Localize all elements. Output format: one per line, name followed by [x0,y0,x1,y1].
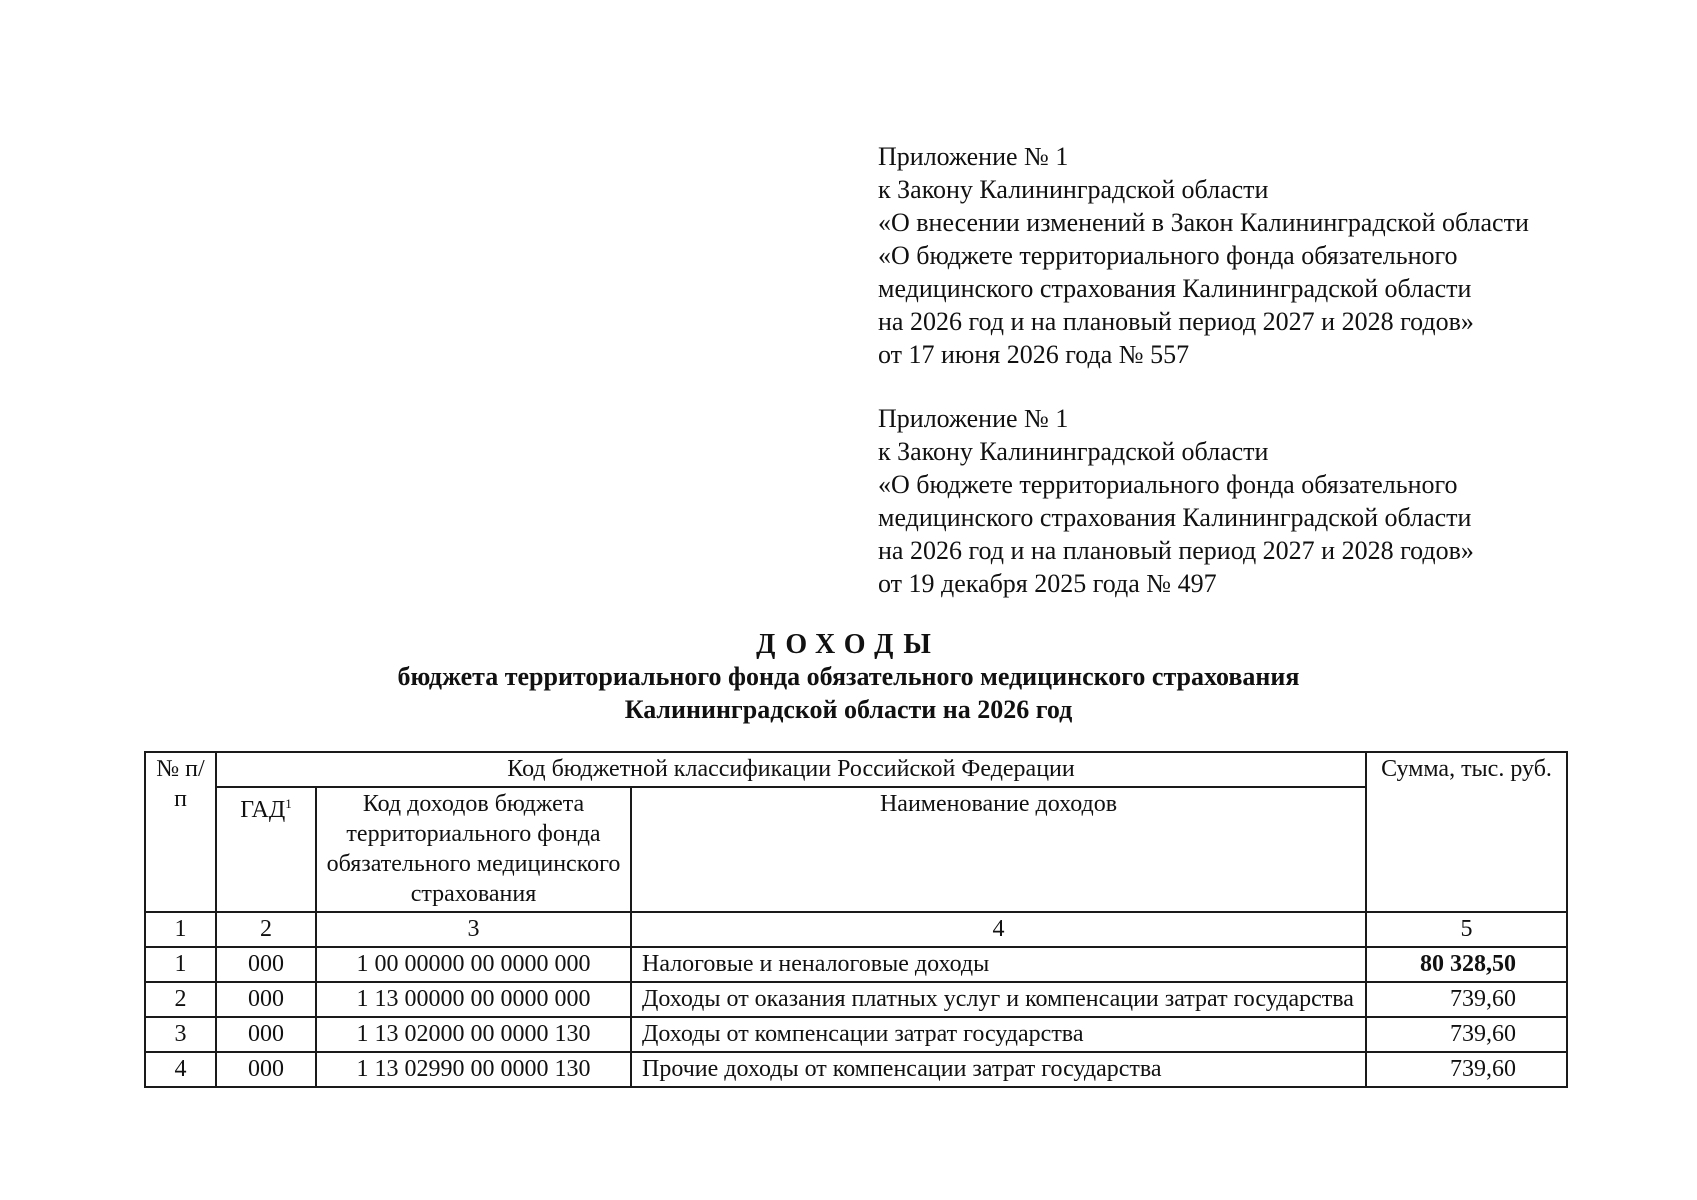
row-code: 1 13 02000 00 0000 130 [316,1017,631,1052]
column-number: 2 [216,912,316,947]
column-number: 5 [1366,912,1567,947]
column-number: 3 [316,912,631,947]
table-row [145,1017,1567,1052]
column-number: 4 [631,912,1366,947]
row-amount: 739,60 [1366,1052,1567,1087]
row-amount: 80 328,50 [1366,947,1567,982]
header-budget-classification: Код бюджетной классификации Российской Федерации [216,752,1366,787]
appendix-line: от 19 декабря 2025 года № 497 [878,569,1217,598]
row-code: 1 13 00000 00 0000 000 [316,982,631,1017]
row-number: 3 [145,1017,216,1052]
income-table [144,751,1568,1088]
row-name: Доходы от оказания платных услуг и компенсации затрат государства [631,982,1366,1017]
header-gad [216,787,316,912]
row-amount: 739,60 [1366,982,1567,1017]
header-amount: Сумма, тыс. руб. [1366,752,1567,912]
row-number: 4 [145,1052,216,1087]
document-subtitle [0,660,1697,726]
header-income-code: Код доходов бюджета территориального фонда обязательного медицинского страхования [316,787,631,912]
row-gad: 000 [216,947,316,982]
row-gad: 000 [216,1017,316,1052]
row-number: 1 [145,947,216,982]
appendix-line: от 17 июня 2026 года № 557 [878,340,1190,369]
appendix-header-original [878,402,1474,600]
row-code: 1 13 02990 00 0000 130 [316,1052,631,1087]
appendix-line: Приложение № 1 [878,142,1069,171]
row-name: Прочие доходы от компенсации затрат государства [631,1052,1366,1087]
subtitle-line: бюджета территориального фонда обязательного медицинского страхования [397,662,1300,691]
row-gad: 000 [216,982,316,1017]
appendix-line: «О бюджете территориального фонда обязательного [878,470,1458,499]
appendix-line: «О бюджете территориального фонда обязательного [878,241,1458,270]
row-gad: 000 [216,1052,316,1087]
appendix-line: медицинского страхования Калининградской области [878,503,1472,532]
header-number: № п/п [145,752,216,912]
row-number: 2 [145,982,216,1017]
header-gad-label: ГАД [240,797,286,823]
appendix-line: к Закону Калининградской области [878,175,1269,204]
appendix-line: медицинского страхования Калининградской области [878,274,1472,303]
row-name: Доходы от компенсации затрат государства [631,1017,1366,1052]
row-amount: 739,60 [1366,1017,1567,1052]
appendix-line: «О внесении изменений в Закон Калининградской области [878,208,1529,237]
footnote-marker: 1 [285,796,292,811]
table-row [145,1052,1567,1087]
subtitle-line: Калининградской области на 2026 год [624,695,1073,724]
appendix-header-amendment [878,140,1529,371]
column-number-row [145,912,1567,947]
appendix-line: на 2026 год и на плановый период 2027 и 2028 годов» [878,536,1474,565]
column-number: 1 [145,912,216,947]
appendix-line: к Закону Калининградской области [878,437,1269,466]
appendix-line: Приложение № 1 [878,404,1069,433]
table-row [145,947,1567,982]
row-name: Налоговые и неналоговые доходы [631,947,1366,982]
row-code: 1 00 00000 00 0000 000 [316,947,631,982]
table-row [145,982,1567,1017]
header-income-name: Наименование доходов [631,787,1366,912]
appendix-line: на 2026 год и на плановый период 2027 и 2028 годов» [878,307,1474,336]
document-title: ДОХОДЫ [756,629,941,660]
